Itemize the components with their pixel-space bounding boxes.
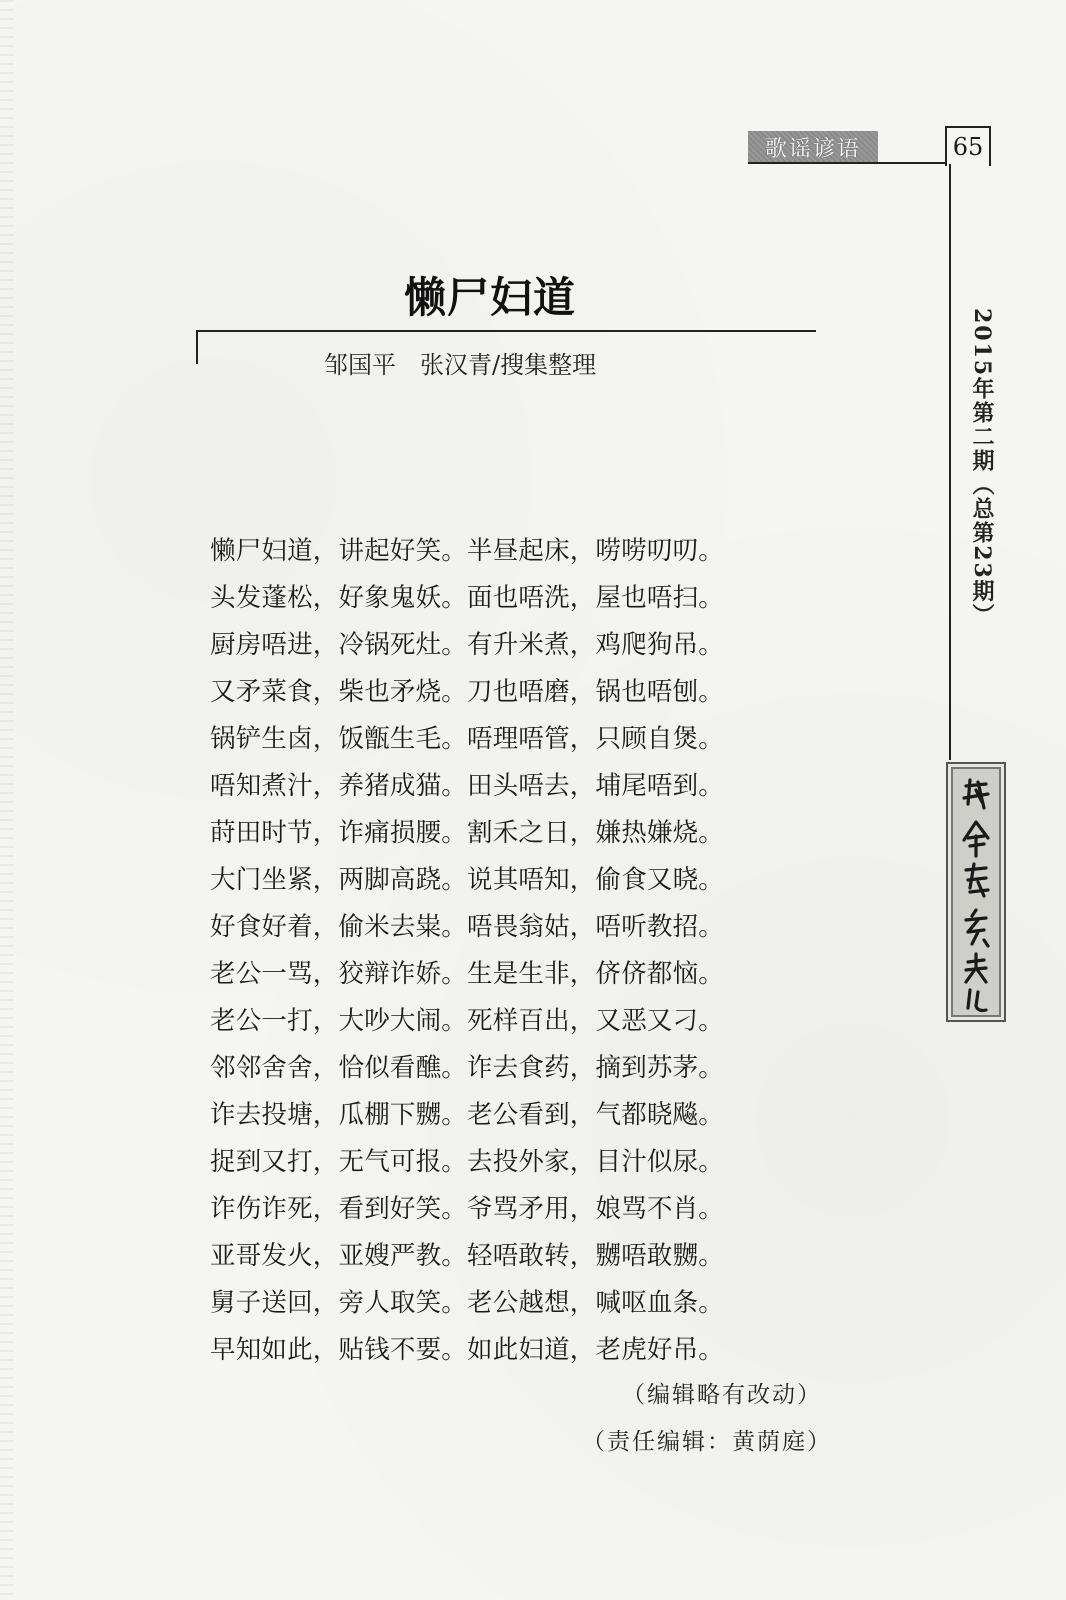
poem-line: 大门坐紧，两脚高跷。说其唔知，偷食又晓。 <box>210 865 725 895</box>
binding-edge <box>0 0 14 1600</box>
issue-info: 2015年第二期（总第23期） <box>969 308 995 628</box>
article-title: 懒尸妇道 <box>403 273 576 322</box>
poem-line: 厨房唔进，冷锅死灶。有升米煮，鸡爬狗吊。 <box>210 630 725 660</box>
poem-line: 头发蓬松，好象鬼妖。面也唔洗，屋也唔扫。 <box>210 583 725 613</box>
poem-line: 唔知煮汁，养猪成猫。田头唔去，埔尾唔到。 <box>210 771 725 801</box>
poem-line: 亚哥发火，亚嫂严教。轻唔敢转，嬲唔敢嬲。 <box>210 1241 725 1271</box>
title-rule-bracket <box>196 330 198 364</box>
header-rule <box>748 162 946 164</box>
margin-rule <box>949 164 951 760</box>
title-rule <box>196 330 816 332</box>
poem-line: 老公一骂，狡辩诈娇。生是生非，侪侪都恼。 <box>210 959 725 989</box>
poem-line: 诈去投塘，瓜棚下嬲。老公看到，气都晓飚。 <box>210 1100 725 1130</box>
page-number: 65 <box>945 126 991 166</box>
poem-line: 早知如此，贴钱不要。如此妇道，老虎好吊。 <box>210 1335 725 1365</box>
poem-line: 懒尸妇道，讲起好笑。半昼起床，唠唠叨叨。 <box>210 536 725 566</box>
poem <box>210 528 810 1374</box>
poem-line: 老公一打，大吵大闹。死样百出，又恶又刁。 <box>210 1006 725 1036</box>
responsible-editor: （责任编辑：黄荫庭） <box>582 1429 832 1455</box>
poem-line: 莳田时节，诈痛损腰。割禾之日，嫌热嫌烧。 <box>210 818 725 848</box>
editor-note: （编辑略有改动） <box>622 1382 822 1408</box>
poem-line: 诈伤诈死，看到好笑。爷骂矛用，娘骂不肖。 <box>210 1194 725 1224</box>
calligraphy-seal <box>946 762 1006 1022</box>
poem-line: 好食好着，偷米去粜。唔畏翁姑，唔听教招。 <box>210 912 725 942</box>
article-byline: 邹国平 张汉青/搜集整理 <box>324 351 597 379</box>
section-label: 歌谣谚语 <box>748 131 878 163</box>
poem-line: 捉到又打，无气可报。去投外家，目汁似尿。 <box>210 1147 725 1177</box>
poem-line: 舅子送回，旁人取笑。老公越想，喊呕血条。 <box>210 1288 725 1318</box>
poem-line: 又矛菜食，柴也矛烧。刀也唔磨，锅也唔刨。 <box>210 677 725 707</box>
poem-line: 邻邻舍舍，恰似看醮。诈去食药，摘到苏茅。 <box>210 1053 725 1083</box>
poem-line: 锅铲生卤，饭甑生毛。唔理唔管，只顾自煲。 <box>210 724 725 754</box>
